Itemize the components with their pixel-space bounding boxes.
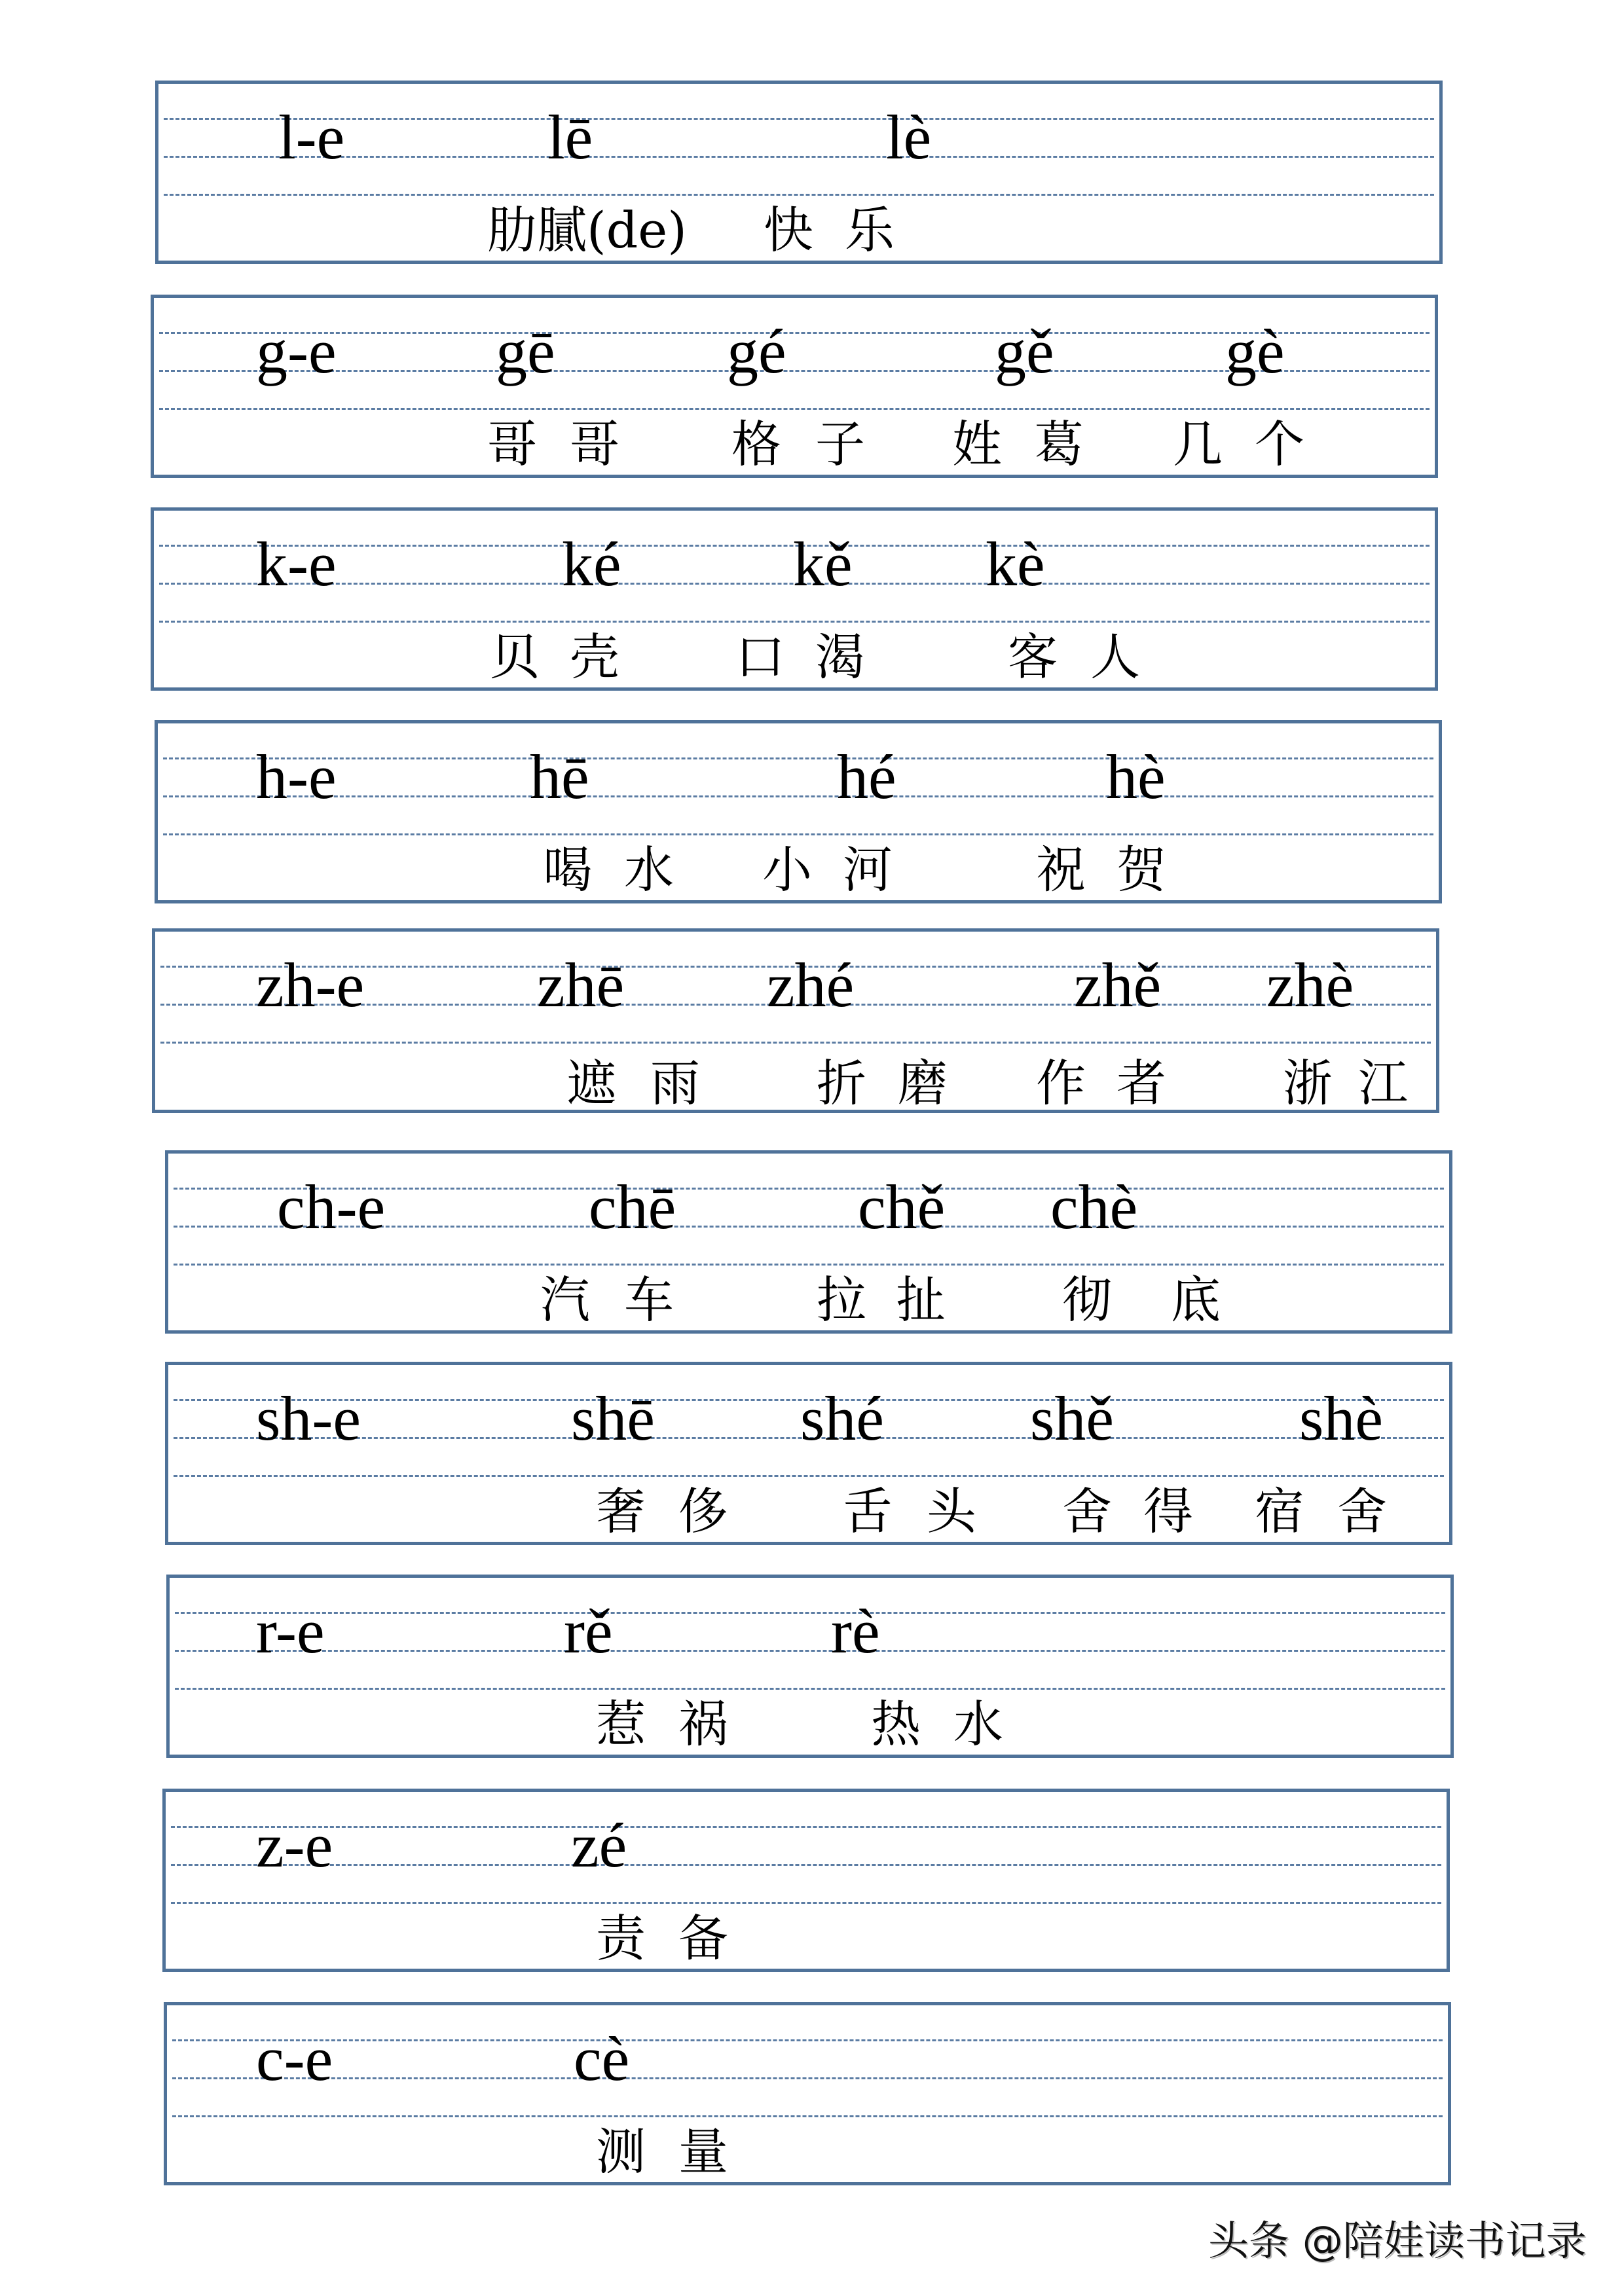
pinyin-initial: l-e (278, 102, 345, 172)
word-char: 浙 (1283, 1054, 1333, 1112)
word-char: 葛 (1034, 415, 1084, 473)
pinyin-syllable: rě (564, 1596, 613, 1666)
guide-line-top (175, 1612, 1445, 1614)
pinyin-syllable: chē (589, 1172, 676, 1242)
pinyin-syllable: shě (1030, 1383, 1114, 1453)
pinyin-syllable: lē (547, 102, 593, 172)
word-char: 测 (596, 2123, 646, 2181)
pinyin-syllable: rè (831, 1596, 880, 1666)
word-char: 祝 (1036, 841, 1086, 899)
pinyin-syllable: zhě (1074, 950, 1162, 1020)
pinyin-syllable: cè (574, 2024, 630, 2094)
word-char: 磨 (898, 1054, 948, 1112)
pinyin-initial: c-e (256, 2024, 333, 2094)
word-char: 贝 (490, 628, 540, 686)
pinyin-syllable: gè (1225, 316, 1285, 386)
word-char: 子 (815, 415, 865, 473)
pinyin-block-ch-e (165, 1150, 1452, 1334)
pinyin-syllable: zhē (537, 950, 625, 1020)
pinyin-syllable: zé (571, 1810, 627, 1880)
pinyin-block-c-e (164, 2002, 1451, 2185)
pinyin-block-z-e (162, 1789, 1450, 1972)
word-char: 祸 (678, 1695, 728, 1753)
word-char: 个 (1255, 415, 1304, 473)
pinyin-block-sh-e (165, 1362, 1452, 1545)
word-char: 侈 (678, 1482, 728, 1540)
word-char: 壳 (570, 628, 619, 686)
guide-line-middle (171, 1864, 1441, 1866)
word-char: 乐 (845, 201, 895, 259)
guide-line-top (172, 2039, 1443, 2041)
pinyin-syllable: shé (800, 1383, 884, 1453)
word-char: 哥 (487, 415, 537, 473)
pinyin-block-zh-e (152, 928, 1439, 1113)
word-char: 备 (678, 1909, 728, 1967)
word-char: 渴 (815, 628, 865, 686)
pinyin-syllable: hé (837, 742, 896, 812)
word-char: 扯 (896, 1271, 946, 1329)
pinyin-syllable: lè (886, 102, 932, 172)
pinyin-syllable: chè (1050, 1172, 1138, 1242)
word-char: 河 (843, 841, 893, 899)
pinyin-syllable: chě (858, 1172, 946, 1242)
guide-line-top (163, 757, 1433, 759)
pinyin-block-l-e (155, 81, 1443, 264)
guide-line-bottom (159, 621, 1430, 623)
word-char: 折 (817, 1054, 866, 1112)
guide-line-bottom (172, 2115, 1443, 2117)
pinyin-initial: z-e (256, 1810, 333, 1880)
guide-line-bottom (164, 194, 1434, 196)
word-char: 得 (1143, 1482, 1193, 1540)
pinyin-block-r-e (166, 1575, 1454, 1758)
pinyin-syllable: hè (1106, 742, 1166, 812)
word-char: 宿 (1255, 1482, 1304, 1540)
word-char: 量 (678, 2123, 728, 2181)
word-char: 姓 (952, 415, 1002, 473)
guide-line-bottom (174, 1475, 1444, 1477)
word-char: 喝 (543, 841, 593, 899)
guide-line-bottom (175, 1688, 1445, 1690)
word-char: 水 (624, 841, 674, 899)
word-char: 口 (735, 628, 785, 686)
pinyin-initial: sh-e (256, 1383, 361, 1453)
guide-line-middle (172, 2077, 1443, 2079)
pinyin-syllable: kě (793, 529, 853, 599)
pinyin-syllable: hē (530, 742, 589, 812)
pinyin-block-h-e (155, 720, 1442, 903)
guide-line-top (164, 118, 1434, 120)
pinyin-syllable: kè (986, 529, 1045, 599)
word-char: 快 (764, 201, 813, 259)
pinyin-initial: zh-e (256, 950, 365, 1020)
word-char: 惹 (596, 1695, 646, 1753)
word-char: 舌 (843, 1482, 893, 1540)
word-char: 拉 (817, 1271, 866, 1329)
guide-line-middle (163, 795, 1433, 797)
pinyin-syllable: shē (571, 1383, 655, 1453)
pinyin-syllable: gé (727, 316, 786, 386)
word-char: 格 (731, 415, 781, 473)
word-char: 底 (1171, 1271, 1221, 1329)
pinyin-initial: ch-e (277, 1172, 386, 1242)
pinyin-syllable: gě (995, 316, 1054, 386)
word-char: 热 (871, 1695, 921, 1753)
guide-line-bottom (160, 1042, 1431, 1044)
guide-line-bottom (171, 1902, 1441, 1904)
word-char: 责 (596, 1909, 646, 1967)
word-char: 几 (1173, 415, 1223, 473)
guide-line-top (171, 1826, 1441, 1828)
word-char: 小 (762, 841, 812, 899)
watermark: 头条 @陪娃读书记录 (1208, 2217, 1587, 2265)
guide-line-middle (175, 1650, 1445, 1652)
guide-line-bottom (159, 408, 1430, 410)
word-char: 汽 (540, 1271, 590, 1329)
word-char: 哥 (570, 415, 619, 473)
pinyin-syllable: shè (1299, 1383, 1383, 1453)
word-char: 人 (1090, 628, 1140, 686)
pinyin-initial: h-e (256, 742, 337, 812)
pinyin-initial: g-e (256, 316, 337, 386)
guide-line-bottom (163, 833, 1433, 835)
pinyin-syllable: zhè (1266, 950, 1354, 1020)
pinyin-syllable: gē (496, 316, 555, 386)
word-char: 头 (927, 1482, 976, 1540)
pinyin-syllable: ké (562, 529, 621, 599)
word-char: 者 (1116, 1054, 1166, 1112)
word-char: 奢 (596, 1482, 646, 1540)
pinyin-initial: r-e (256, 1596, 325, 1666)
pinyin-syllable: zhé (767, 950, 855, 1020)
word-char: 江 (1358, 1054, 1408, 1112)
word-char: 水 (953, 1695, 1003, 1753)
pinyin-block-g-e (151, 295, 1438, 478)
word-char: 客 (1008, 628, 1058, 686)
word-char: 彻 (1062, 1271, 1112, 1329)
word-char: 肋膩(de) (487, 201, 687, 259)
word-char: 贺 (1116, 841, 1166, 899)
word-char: 雨 (650, 1054, 700, 1112)
word-char: 作 (1036, 1054, 1086, 1112)
guide-line-bottom (174, 1264, 1444, 1266)
word-char: 舍 (1062, 1482, 1112, 1540)
word-char: 车 (624, 1271, 674, 1329)
pinyin-initial: k-e (256, 529, 337, 599)
word-char: 舍 (1337, 1482, 1387, 1540)
guide-line-middle (164, 156, 1434, 158)
pinyin-block-k-e (151, 507, 1438, 691)
word-char: 遮 (566, 1054, 616, 1112)
